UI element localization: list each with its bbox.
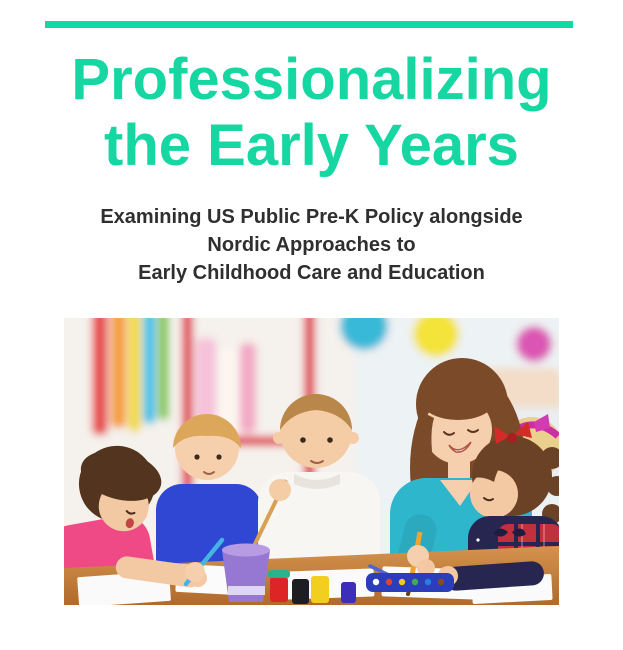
page-title xyxy=(0,47,623,179)
paint-cup xyxy=(222,544,270,603)
top-accent-bar xyxy=(45,21,573,28)
classroom-photo xyxy=(64,318,559,605)
subtitle-line-3: Early Childhood Care and Education xyxy=(138,262,485,284)
subtitle-line-2: Nordic Approaches to xyxy=(207,234,416,256)
title-line-1: Professionalizing xyxy=(71,47,552,112)
title-line-2: the Early Years xyxy=(104,113,519,178)
page-subtitle xyxy=(0,203,623,287)
subtitle-line-1: Examining US Public Pre-K Policy alongside xyxy=(100,206,523,228)
